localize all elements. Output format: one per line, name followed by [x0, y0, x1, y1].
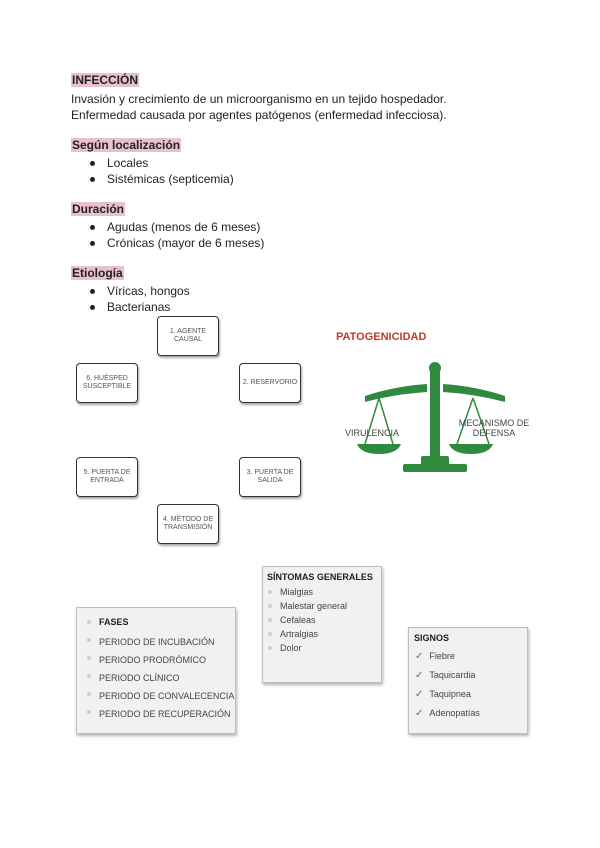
duracion-heading: Duración [72, 202, 125, 216]
list-item: PERIODO DE CONVALECENCIA [99, 687, 234, 705]
fases-list [99, 615, 234, 723]
signo-label: Adenopatías [429, 708, 480, 718]
duracion-section [71, 200, 264, 251]
cycle-metodo-transmision: 4. MÉTODO DE TRANSMISIÓN [157, 504, 219, 544]
list-item: Víricas, hongos [71, 283, 190, 299]
list-item [415, 685, 480, 704]
cycle-puerta-salida: 3. PUERTA DE SALIDA [239, 457, 301, 497]
list-item: Artralgias [280, 627, 347, 641]
cycle-agente-causal: 1. AGENTE CAUSAL [157, 316, 219, 356]
infeccion-line-1: Invasión y crecimiento de un microorganismo en un tejido hospedador. [71, 92, 447, 106]
defensa-label-line-2: DEFENSA [472, 428, 516, 438]
sintomas-panel [262, 566, 382, 683]
signo-label: Fiebre [429, 651, 455, 661]
list-item: PERIODO CLÍNICO [99, 669, 234, 687]
sintomas-title: SÍNTOMAS GENERALES [267, 572, 373, 582]
signos-title: SIGNOS [414, 633, 450, 643]
list-item: Dolor [280, 641, 347, 655]
infeccion-section [71, 71, 447, 123]
cycle-reservorio: 2. RESERVORIO [239, 363, 301, 403]
list-item: PERIODO PRODRÓMICO [99, 651, 234, 669]
list-item [415, 704, 480, 723]
signos-list [415, 647, 480, 723]
fases-title: FASES [99, 615, 234, 629]
virulencia-label: VIRULENCIA [345, 428, 400, 438]
list-item: PERIODO DE INCUBACIÓN [99, 633, 234, 651]
list-item [415, 647, 480, 666]
localizacion-list [71, 155, 234, 187]
etiologia-heading: Etiología [72, 266, 123, 280]
checkmark-icon: ✓ [415, 651, 424, 662]
list-item: Bacterianas [71, 299, 190, 315]
list-item: Locales [71, 155, 234, 171]
checkmark-icon: ✓ [415, 689, 424, 700]
list-item: Sistémicas (septicemia) [71, 171, 234, 187]
list-item: Mialgias [280, 585, 347, 599]
sintomas-list [280, 585, 347, 655]
etiologia-section [71, 264, 190, 315]
list-item: Malestar general [280, 601, 348, 611]
checkmark-icon: ✓ [415, 708, 424, 719]
fases-panel [76, 607, 236, 734]
duracion-list [71, 219, 264, 251]
signos-panel [408, 627, 528, 734]
etiologia-list [71, 283, 190, 315]
checkmark-icon: ✓ [415, 670, 424, 681]
localizacion-heading: Según localización [72, 138, 181, 152]
signo-label: Taquicardia [429, 670, 476, 680]
cycle-huesped-susceptible: 6. HUÉSPED SUSCEPTIBLE [76, 363, 138, 403]
localizacion-section [71, 136, 234, 187]
infeccion-heading: INFECCIÓN [72, 73, 138, 87]
cycle-puerta-entrada: 5. PUERTA DE ENTRADA [76, 457, 138, 497]
infeccion-line-2: Enfermedad causada por agentes patógenos (enfermedad infecciosa). [71, 108, 447, 122]
signo-label: Taquipnea [429, 689, 471, 699]
list-item: Cefaleas [280, 613, 347, 627]
list-item: Crónicas (mayor de 6 meses) [71, 235, 264, 251]
list-item [415, 666, 480, 685]
list-item: PERIODO DE RECUPERACIÓN [99, 705, 234, 723]
defensa-label-line-1: MECANISMO DE [458, 418, 530, 428]
patogenicidad-title: PATOGENICIDAD [336, 331, 427, 343]
list-item: Agudas (menos de 6 meses) [71, 219, 264, 235]
defensa-label [453, 418, 535, 438]
